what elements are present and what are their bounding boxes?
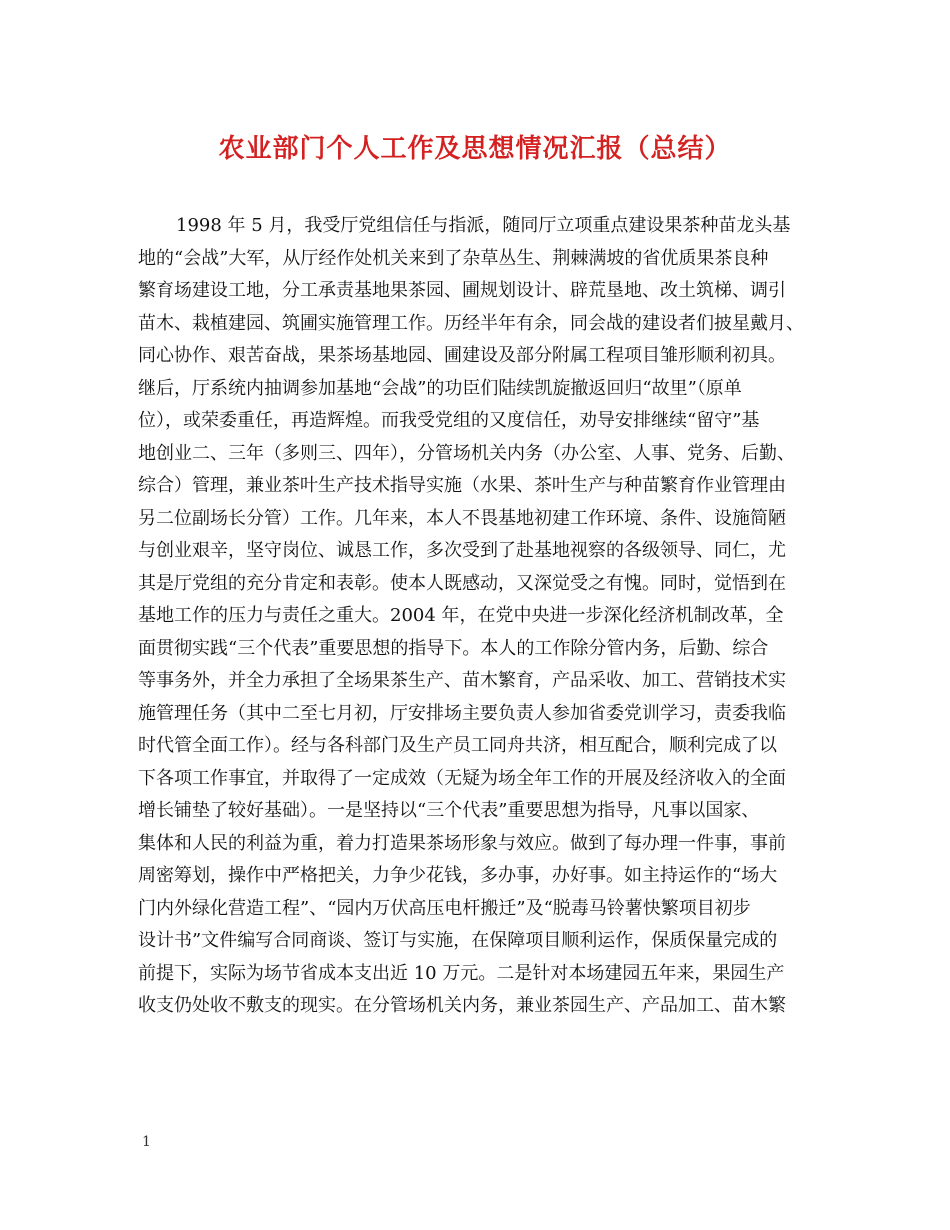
body-line: 前提下，实际为场节省成本支出近 10 万元。二是针对本场建园五年来，果园生产 xyxy=(138,962,785,984)
body-line: 下各项工作事宜，并取得了一定成效（无疑为场全年工作的开展及经济收入的全面 xyxy=(138,767,786,789)
body-line: 基地工作的压力与责任之重大。2004 年，在党中央进一步深化经济机制改革，全 xyxy=(138,605,784,626)
body-line: 其是厅党组的充分肯定和表彰。使本人既感动，又深觉受之有愧。同时，觉悟到在 xyxy=(138,572,786,594)
body-line: 设计书”文件编写合同商谈、签订与实施，在保障项目顺利运作，保质保量完成的 xyxy=(138,930,778,951)
body-line: 地的“会战”大军，从厅经作处机关来到了杂草丛生、荆棘满坡的省优质果茶良种 xyxy=(138,247,769,269)
body-line: 1998 年 5 月，我受厅党组信任与指派，随同厅立项重点建设果茶种苗龙头基 xyxy=(176,215,791,236)
body-line: 继后，厅系统内抽调参加基地“会战”的功臣们陆续凯旋撤返回归“故里”（原单 xyxy=(138,377,742,399)
body-line: 周密筹划，操作中严格把关，力争少花钱，多办事，办好事。如主持运作的“场大 xyxy=(138,865,778,886)
body-line: 苗木、栽植建园、筑圃实施管理工作。历经半年有余，同会战的建设者们披星戴月、 xyxy=(138,312,804,334)
body-line: 收支仍处收不敷支的现实。在分管场机关内务，兼业茶园生产、产品加工、苗木繁 xyxy=(138,995,786,1016)
body-line: 集体和人民的利益为重，着力打造果茶场形象与效应。做到了每办理一件事，事前 xyxy=(138,832,786,854)
body-line: 等事务外，并全力承担了全场果茶生产、苗木繁育，产品采收、加工、营销技术实 xyxy=(138,670,786,691)
body-line: 门内外绿化营造工程”、“园内万伏高压电杆搬迁”及“脱毒马铃薯快繁项目初步 xyxy=(138,897,751,919)
body-line: 增长铺垫了较好基础）。一是坚持以“三个代表”重要思想为指导，凡事以国家、 xyxy=(138,800,760,821)
body-line: 面贯彻实践“三个代表”重要思想的指导下。本人的工作除分管内务，后勤、综合 xyxy=(138,637,769,659)
body-line: 与创业艰辛，坚守岗位、诚恳工作，多次受到了赴基地视察的各级领导、同仁，尤 xyxy=(138,540,786,561)
page-number: 1 xyxy=(142,1134,151,1150)
body-line: 地创业二、三年（多则三、四年），分管场机关内务（办公室、人事、党务、后勤、 xyxy=(138,442,795,464)
body-line: 位），或荣委重任，再造辉煌。而我受党组的又度信任，劝导安排继续“留守”基 xyxy=(138,410,760,431)
body-line: 繁育场建设工地，分工承责基地果茶园、圃规划设计、辟荒垦地、改土筑梯、调引 xyxy=(138,280,786,301)
document-title: 农业部门个人工作及思想情况汇报（总结） xyxy=(218,134,732,164)
body-line: 时代管全面工作）。经与各科部门及生产员工同舟共济，相互配合，顺利完成了以 xyxy=(138,735,777,756)
document-body xyxy=(138,210,828,1023)
body-line: 综合）管理，兼业茶叶生产技术指导实施（水果、茶叶生产与种苗繁育作业管理由 xyxy=(138,475,786,496)
body-line: 另二位副场长分管）工作。几年来，本人不畏基地初建工作环境、条件、设施简陋 xyxy=(138,507,786,529)
body-line: 同心协作、艰苦奋战，果茶场基地园、圃建设及部分附属工程项目雏形顺利初具。 xyxy=(138,345,786,366)
body-line: 施管理任务（其中二至七月初，厅安排场主要负责人参加省委党训学习，责委我临 xyxy=(138,702,786,724)
